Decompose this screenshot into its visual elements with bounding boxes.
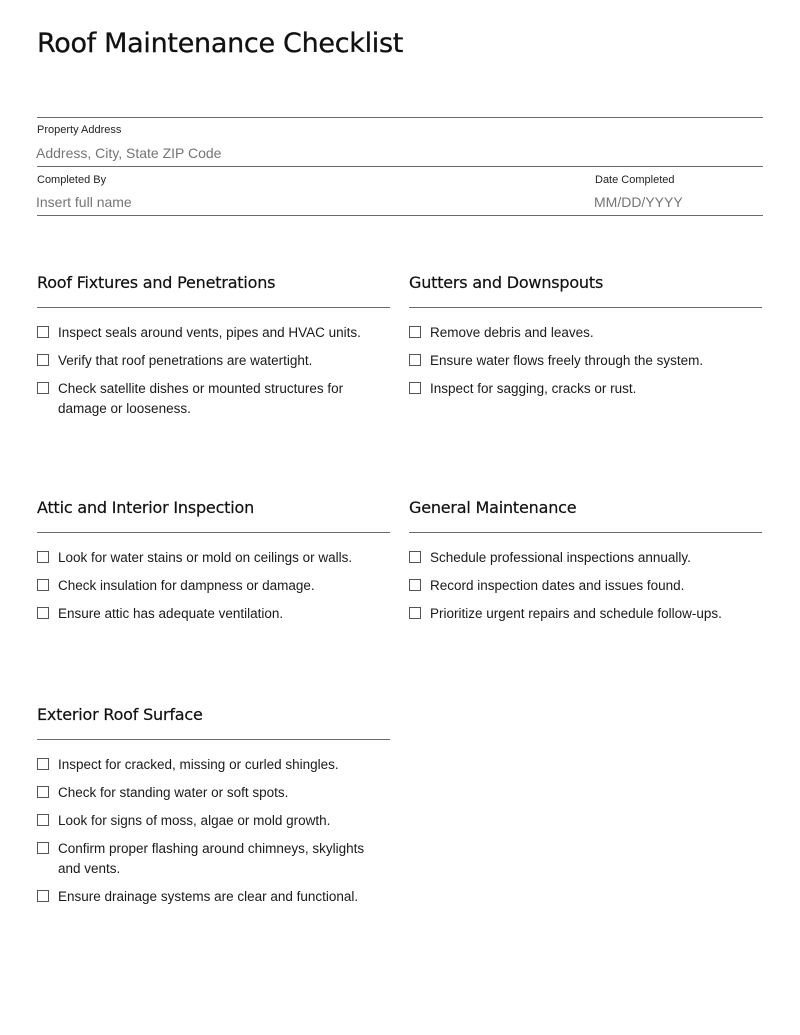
- section-gutters: [409, 271, 762, 407]
- property-address-input[interactable]: [36, 145, 736, 161]
- divider: [37, 215, 763, 216]
- divider: [37, 739, 390, 740]
- checklist-item-label: Check insulation for dampness or damage.: [58, 578, 315, 593]
- checklist-item-label: Ensure attic has adequate ventilation.: [58, 606, 284, 621]
- checklist-item: [409, 323, 762, 343]
- checklist-item: [37, 839, 390, 879]
- section-title: Exterior Roof Surface: [37, 705, 203, 724]
- checkbox[interactable]: [37, 890, 49, 902]
- property-address-label: Property Address: [37, 124, 122, 136]
- checkbox[interactable]: [37, 786, 49, 798]
- section-general: [409, 496, 762, 632]
- checklist-item-label: Look for water stains or mold on ceilings or walls.: [58, 550, 353, 565]
- checklist-item: [409, 351, 762, 371]
- divider: [37, 117, 763, 118]
- completed-by-label: Completed By: [37, 174, 107, 186]
- checklist-item: [37, 351, 390, 371]
- checkbox[interactable]: [37, 354, 49, 366]
- divider: [37, 307, 390, 308]
- checkbox[interactable]: [409, 382, 421, 394]
- checklist-item: [37, 379, 390, 419]
- checklist-item: [37, 576, 390, 596]
- checkbox[interactable]: [37, 382, 49, 394]
- section-attic: [37, 496, 390, 632]
- checkbox[interactable]: [409, 551, 421, 563]
- checkbox[interactable]: [37, 551, 49, 563]
- checklist-item: [409, 604, 762, 624]
- checkbox[interactable]: [37, 842, 49, 854]
- checklist-item-label: Check for standing water or soft spots.: [58, 785, 289, 800]
- divider: [409, 307, 762, 308]
- checklist-item: [37, 323, 390, 343]
- section-title: General Maintenance: [409, 498, 577, 517]
- checklist-item: [37, 783, 390, 803]
- checkbox[interactable]: [409, 326, 421, 338]
- section-roof-fixtures: [37, 271, 390, 427]
- checkbox[interactable]: [409, 354, 421, 366]
- checklist-item-label: Schedule professional inspections annually.: [430, 550, 691, 565]
- checklist-item-label: Inspect seals around vents, pipes and HVAC units.: [58, 325, 361, 340]
- checklist-item-label: Prioritize urgent repairs and schedule follow-ups.: [430, 606, 722, 621]
- divider: [37, 532, 390, 533]
- section-title: Roof Fixtures and Penetrations: [37, 273, 276, 292]
- checklist-item-label: Confirm proper flashing around chimneys, skylights and vents.: [58, 841, 365, 876]
- section-title: Attic and Interior Inspection: [37, 498, 255, 517]
- checklist-item-label: Look for signs of moss, algae or mold growth.: [58, 813, 331, 828]
- divider: [409, 532, 762, 533]
- checklist-item-label: Ensure water flows freely through the system.: [430, 353, 704, 368]
- checklist-item: [37, 548, 390, 568]
- checkbox[interactable]: [37, 758, 49, 770]
- checkbox[interactable]: [37, 607, 49, 619]
- checklist-item: [37, 887, 390, 907]
- checkbox[interactable]: [409, 607, 421, 619]
- checklist-item-label: Inspect for cracked, missing or curled shingles.: [58, 757, 339, 772]
- checklist-item: [37, 604, 390, 624]
- completed-by-input[interactable]: [36, 194, 556, 210]
- checklist-item: [409, 548, 762, 568]
- divider: [37, 166, 763, 167]
- checklist-item-label: Ensure drainage systems are clear and functional.: [58, 889, 359, 904]
- checklist-item-label: Remove debris and leaves.: [430, 325, 594, 340]
- section-title: Gutters and Downspouts: [409, 273, 604, 292]
- checklist-item-label: Check satellite dishes or mounted structures for damage or looseness.: [58, 381, 344, 416]
- date-completed-label: Date Completed: [595, 174, 675, 186]
- checkbox[interactable]: [37, 326, 49, 338]
- checklist-item: [37, 811, 390, 831]
- checklist-item-label: Inspect for sagging, cracks or rust.: [430, 381, 637, 396]
- checklist-item: [409, 379, 762, 399]
- section-exterior: [37, 703, 390, 915]
- checklist-item-label: Record inspection dates and issues found.: [430, 578, 685, 593]
- checklist-item: [409, 576, 762, 596]
- checklist-item-label: Verify that roof penetrations are watertight.: [58, 353, 313, 368]
- checkbox[interactable]: [37, 814, 49, 826]
- checklist-item: [37, 755, 390, 775]
- page-title: Roof Maintenance Checklist: [37, 28, 404, 59]
- checkbox[interactable]: [37, 579, 49, 591]
- date-completed-input[interactable]: [594, 194, 754, 210]
- checkbox[interactable]: [409, 579, 421, 591]
